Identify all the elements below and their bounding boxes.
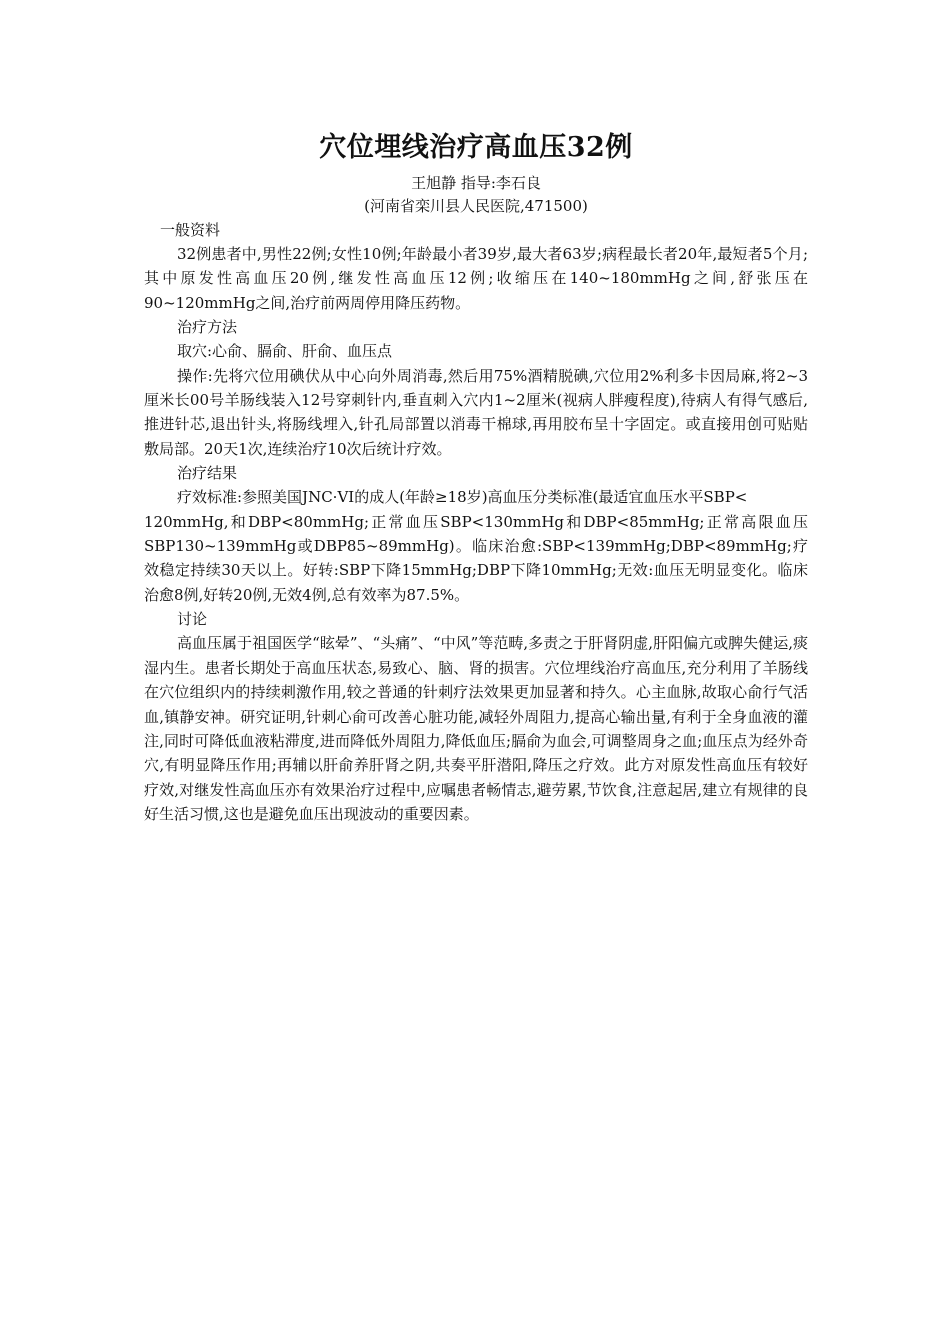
affiliation-line: (河南省栾川县人民医院,471500) (364, 197, 588, 215)
article-body (144, 128, 808, 827)
author-line: 王旭静 指导:李石良 (411, 174, 541, 192)
section-heading-discussion: 讨论 (177, 610, 208, 629)
article-title: 穴位埋线治疗高血压32例 (319, 132, 633, 163)
section-heading-results: 治疗结果 (177, 464, 238, 483)
acupoint-selection: 取穴:心俞、膈俞、肝俞、血压点 (177, 342, 393, 361)
discussion-paragraph: 高血压属于祖国医学“眩晕”、“头痛”、“中风”等范畴,多责之于肝肾阴虚,肝阳偏亢或脾失健运,痰湿内生。患者长期处于高血压状态,易致心、脑、肾的损害。穴位埋线治疗高血压,充分利用了羊肠线在穴位组织内的持续刺激作用,较之普通的针刺疗法效果更加显著和持久。心主血脉,故取心俞行气活血,镇静安神。研究证明,针刺心俞可改善心脏功能,减轻外周阻力,提高心输出量,有利于全身血液的灌注,同时可降低血液粘滞度,进而降低外周阻力,降低血压;膈俞为血会,可调整周身之血;血压点为经外奇穴,有明显降压作用;再辅以肝俞养肝肾之阴,共奏平肝潜阳,降压之疗效。此方对原发性高血压有较好疗效,对继发性高血压亦有效果治疗过程中,应嘱患者畅情志,避劳累,节饮食,注意起居,建立有规律的良好生活习惯,这也是避免血压出现波动的重要因素。 (144, 634, 808, 824)
section-heading-general: 一般资料 (160, 221, 221, 239)
general-paragraph: 32例患者中,男性22例;女性10例;年龄最小者39岁,最大者63岁;病程最长者20年,最短者5个月;其中原发性高血压20例,继发性高血压12例;收缩压在140~180mmHg之间,舒张压在90~120mmHg之间,治疗前两周停用降压药物。 (144, 245, 808, 312)
section-heading-method: 治疗方法 (177, 318, 238, 337)
operation-paragraph: 操作:先将穴位用碘伏从中心向外周消毒,然后用75%酒精脱碘,穴位用2%利多卡因局麻,将2~3厘米长00号羊肠线装入12号穿刺针内,垂直刺入穴内1~2厘米(视病人胖瘦程度),待病人有得气感后,推进针芯,退出针头,将肠线埋入,针孔局部置以消毒干棉球,再用胶布呈十字固定。或直接用创可贴贴敷局部。20天1次,连续治疗10次后统计疗效。 (144, 366, 808, 458)
results-paragraph-1: 疗效标准:参照美国JNC·VI的成人(年龄≥18岁)高血压分类标准(最适宜血压水平SBP< (177, 488, 748, 507)
results-paragraph-2: 120mmHg,和DBP<80mmHg;正常血压SBP<130mmHg和DBP<85mmHg;正常高限血压SBP130~139mmHg或DBP85~89mmHg)。临床治愈:SBP<139mmHg;DBP<89mmHg;疗效稳定持续30天以上。好转:SBP下降15mmHg;DBP下降10mmHg;无效:血压无明显变化。临床治愈8例,好转20例,无效4例,总有效率为87.5%。 (144, 512, 808, 604)
